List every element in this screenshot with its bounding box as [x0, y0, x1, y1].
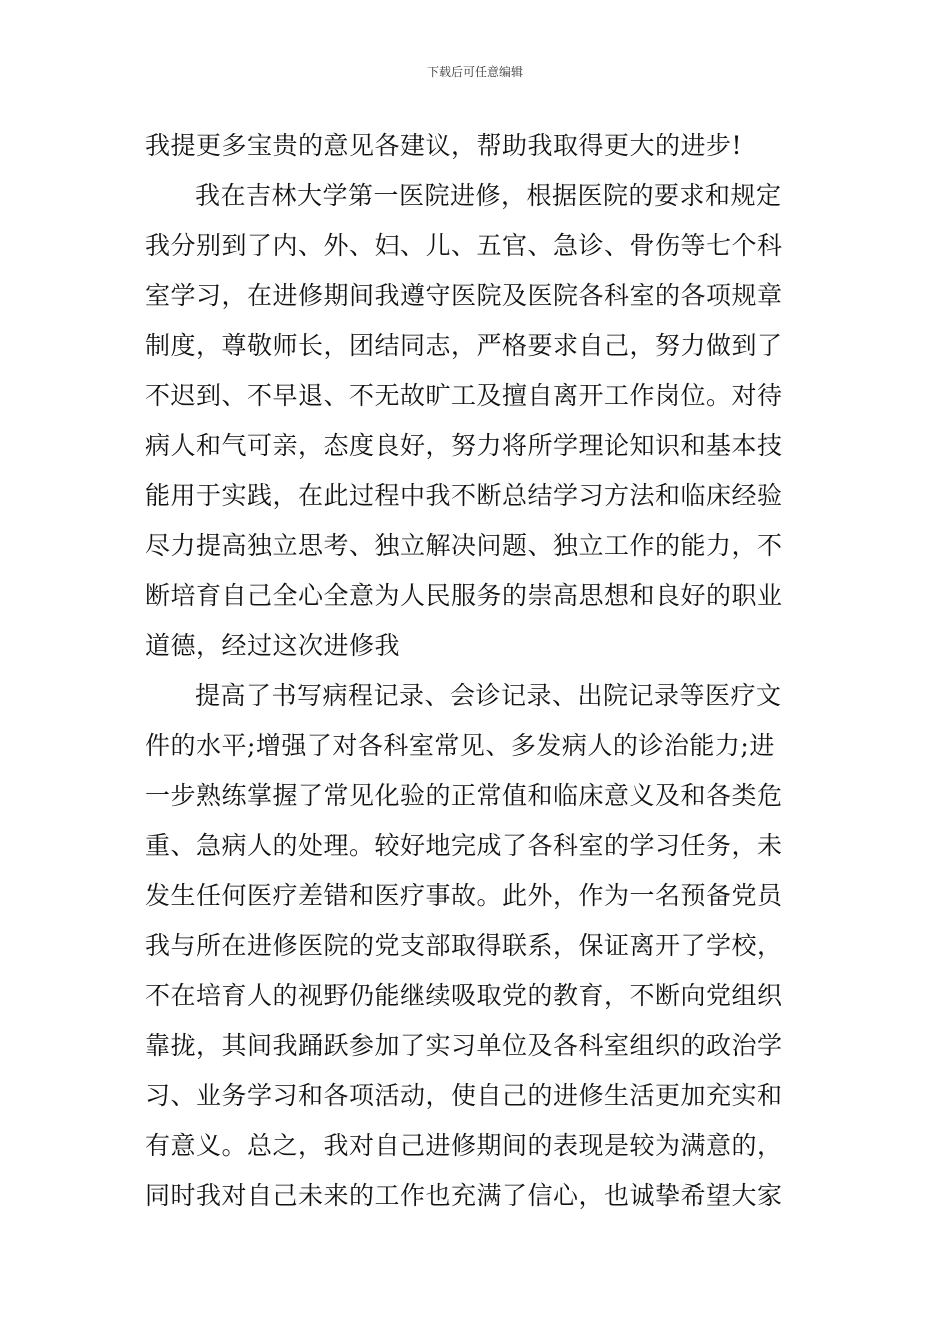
- text-line: 我分别到了内、外、妇、儿、五官、急诊、骨伤等七个科: [145, 231, 783, 260]
- paragraph-first-line: 提高了书写病程记录、会诊记录、出院记录等医疗文: [195, 681, 782, 710]
- text-line: 习、业务学习和各项活动，使自己的进修生活更加充实和: [145, 1081, 783, 1110]
- text-line: 断培育自己全心全意为人民服务的崇高思想和良好的职业: [145, 581, 783, 610]
- text-line: 有意义。总之，我对自己进修期间的表现是较为满意的，: [145, 1131, 783, 1160]
- page-header: 下载后可任意编辑: [426, 65, 523, 79]
- document-body: [145, 121, 810, 1221]
- text-line: 靠拢，其间我踊跃参加了实习单位及各科室组织的政治学: [145, 1031, 783, 1060]
- text-line: 尽力提高独立思考、独立解决问题、独立工作的能力，不: [145, 531, 783, 560]
- text-line: 不在培育人的视野仍能继续吸取党的教育，不断向党组织: [145, 981, 783, 1010]
- text-line: 能用于实践，在此过程中我不断总结学习方法和临床经验: [145, 481, 783, 510]
- text-line: 同时我对自己未来的工作也充满了信心，也诚挚希望大家: [145, 1181, 783, 1210]
- text-line: 一步熟练掌握了常见化验的正常值和临床意义及和各类危: [145, 781, 783, 810]
- text-line: 我提更多宝贵的意见各建议，帮助我取得更大的进步!: [145, 131, 743, 160]
- text-line: 我与所在进修医院的党支部取得联系，保证离开了学校，: [145, 931, 783, 960]
- text-line: 制度，尊敬师长，团结同志，严格要求自己，努力做到了: [145, 331, 783, 360]
- paragraph-first-line: 我在吉林大学第一医院进修，根据医院的要求和规定: [195, 181, 782, 210]
- text-line: 病人和气可亲，态度良好，努力将所学理论知识和基本技: [145, 431, 783, 460]
- text-line: 室学习，在进修期间我遵守医院及医院各科室的各项规章: [145, 281, 783, 310]
- text-line: 重、急病人的处理。较好地完成了各科室的学习任务，未: [145, 831, 783, 860]
- text-line: 道德，经过这次进修我: [145, 631, 401, 660]
- text-line: 件的水平;增强了对各科室常见、多发病人的诊治能力;进: [145, 731, 775, 760]
- text-line: 发生任何医疗差错和医疗事故。此外，作为一名预备党员: [145, 881, 783, 910]
- text-line: 不迟到、不早退、不无故旷工及擅自离开工作岗位。对待: [145, 381, 783, 410]
